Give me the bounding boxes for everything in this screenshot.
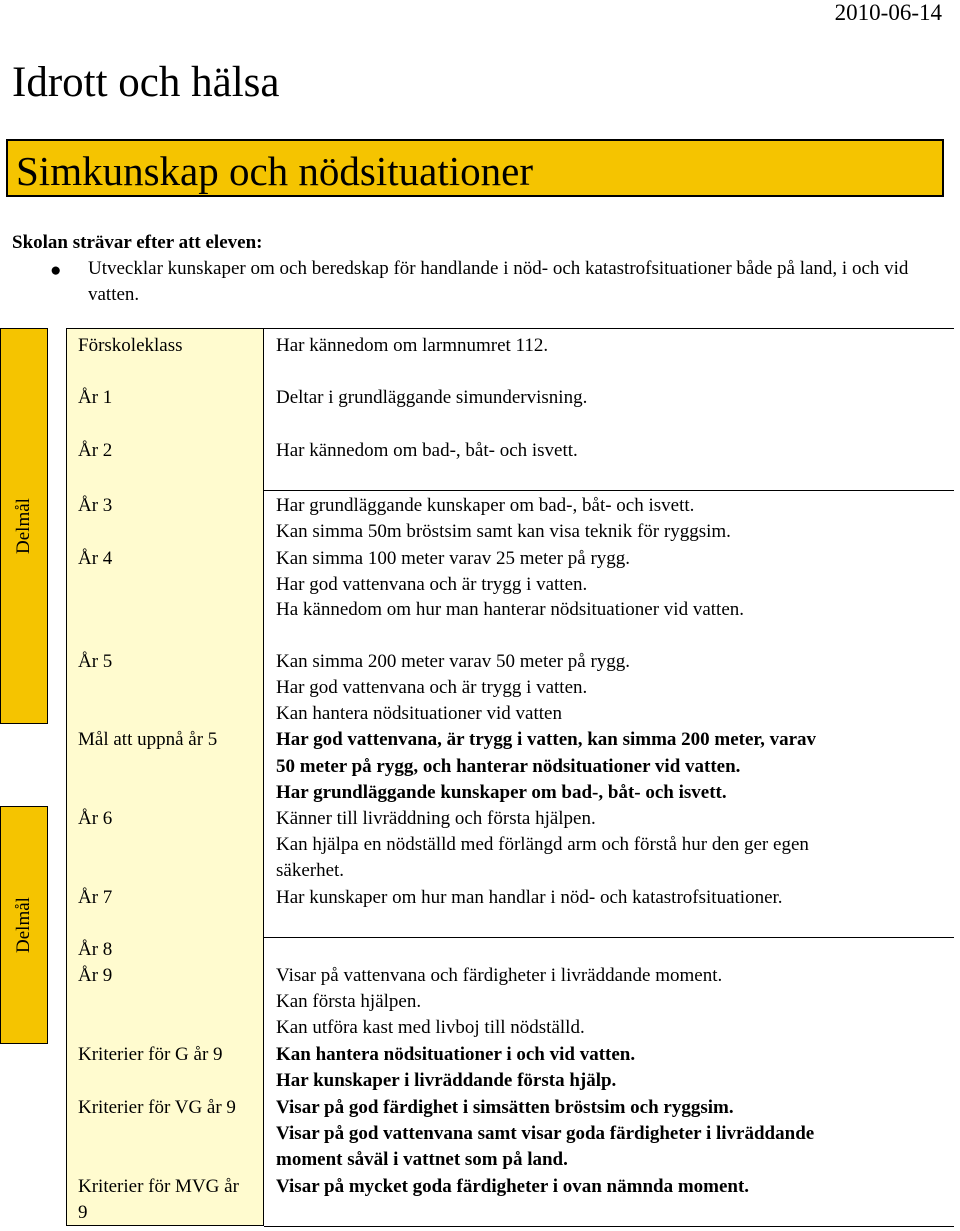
desc-line: Visar på vattenvana och färdigheter i livräddande moment. <box>276 965 723 986</box>
level-label: Kriterier för G år 9 <box>78 1044 223 1065</box>
desc-line: Kan utföra kast med livboj till nödställd. <box>276 1017 585 1038</box>
desc-line: Kan hantera nödsituationer vid vatten <box>276 703 562 724</box>
desc-line: Visar på god färdighet i simsätten bröstsim och ryggsim. <box>276 1097 734 1118</box>
table-divider <box>264 328 954 329</box>
delmal-rail-upper <box>0 328 48 724</box>
table-divider <box>264 1226 954 1227</box>
desc-line: Deltar i grundläggande simundervisning. <box>276 387 588 408</box>
document-date: 2010-06-14 <box>834 0 942 25</box>
desc-line: säkerhet. <box>276 860 345 881</box>
table-divider <box>264 937 954 938</box>
desc-line: Har kännedom om larmnumret 112. <box>276 335 549 356</box>
rail-label: Delmål <box>13 897 34 953</box>
desc-line: 50 meter på rygg, och hanterar nödsituationer vid vatten. <box>276 756 741 777</box>
level-label: År 3 <box>78 495 113 516</box>
level-label: Förskoleklass <box>78 335 183 356</box>
desc-line: Visar på god vattenvana samt visar goda färdigheter i livräddande <box>276 1123 815 1144</box>
desc-line: Har god vattenvana och är trygg i vatten. <box>276 574 588 595</box>
delmal-rail-lower <box>0 806 48 1044</box>
desc-line: Har grundläggande kunskaper om bad-, båt- och isvett. <box>276 782 727 803</box>
topic-banner <box>6 139 944 197</box>
desc-line: Har kunskaper om hur man handlar i nöd- och katastrofsituationer. <box>276 887 783 908</box>
level-label: Kriterier för VG år 9 <box>78 1097 236 1118</box>
level-label: År 5 <box>78 651 113 672</box>
desc-line: Kan simma 50m bröstsim samt kan visa teknik för ryggsim. <box>276 521 731 542</box>
strive-heading: Skolan strävar efter att eleven: <box>12 232 263 253</box>
desc-line: Har kännedom om bad-, båt- och isvett. <box>276 440 578 461</box>
desc-line: Visar på mycket goda färdigheter i ovan nämnda moment. <box>276 1176 750 1197</box>
desc-line: Kan simma 200 meter varav 50 meter på rygg. <box>276 651 631 672</box>
level-label: Mål att uppnå år 5 <box>78 729 218 750</box>
level-label: År 2 <box>78 440 113 461</box>
desc-line: moment såväl i vattnet som på land. <box>276 1149 568 1170</box>
level-label: År 1 <box>78 387 113 408</box>
desc-line: Har god vattenvana och är trygg i vatten. <box>276 677 588 698</box>
desc-line: Kan hjälpa en nödställd med förlängd arm och förstå hur den ger egen <box>276 834 809 855</box>
rail-label: Delmål <box>13 498 34 554</box>
desc-line: Ha kännedom om hur man hanterar nödsituationer vid vatten. <box>276 599 745 620</box>
bullet-icon: ● <box>50 260 62 281</box>
desc-line: Har kunskaper i livräddande första hjälp. <box>276 1070 617 1091</box>
desc-line: Kan hantera nödsituationer i och vid vatten. <box>276 1044 636 1065</box>
strive-goal: Utvecklar kunskaper om och beredskap för handlande i nöd- och katastrofsituationer både på land, i och vid vatten. <box>88 258 909 305</box>
desc-line: Känner till livräddning och första hjälpen. <box>276 808 596 829</box>
desc-line: Har god vattenvana, är trygg i vatten, kan simma 200 meter, varav <box>276 729 817 750</box>
level-label: Kriterier för MVG år 9 <box>78 1176 239 1223</box>
level-label: År 6 <box>78 808 113 829</box>
level-label: År 4 <box>78 548 113 569</box>
level-label: År 8 <box>78 939 113 960</box>
level-label: År 9 <box>78 965 113 986</box>
desc-line: Kan simma 100 meter varav 25 meter på rygg. <box>276 548 631 569</box>
desc-line: Kan första hjälpen. <box>276 991 422 1012</box>
desc-line: Har grundläggande kunskaper om bad-, båt- och isvett. <box>276 495 695 516</box>
topic-title: Simkunskap och nödsituationer <box>16 148 534 194</box>
subject-title: Idrott och hälsa <box>12 59 280 106</box>
table-divider <box>264 490 954 491</box>
level-label: År 7 <box>78 887 113 908</box>
